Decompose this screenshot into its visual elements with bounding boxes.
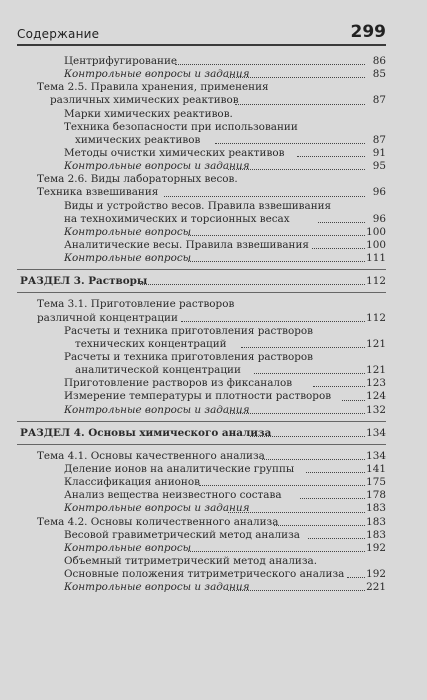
toc-entry-row: [0, 160, 427, 173]
toc-page-number: 183: [366, 515, 386, 528]
toc-page-number: 121: [366, 337, 386, 350]
toc-entry-text: Приготовление растворов из фиксаналов: [64, 377, 293, 390]
toc-entry-text: Контрольные вопросы и задания: [64, 160, 250, 173]
toc-entry-text: Аналитические весы. Правила взвешивания: [64, 238, 309, 251]
dot-leader: [308, 538, 365, 539]
toc-entry-text: Тема 2.5. Правила хранения, применения: [37, 81, 269, 94]
toc-entry-text: Контрольные вопросы: [64, 541, 192, 554]
toc-page-number: 87: [372, 94, 386, 107]
toc-page-number: 87: [372, 133, 386, 146]
toc-page-number: 100: [366, 238, 386, 251]
toc-entry-text: Виды и устройство весов. Правила взвешивания: [64, 199, 332, 212]
dot-leader: [274, 525, 365, 526]
toc-entry-row: [0, 390, 427, 403]
toc-entry-text: Контрольные вопросы и задания: [64, 502, 250, 515]
toc-entry-row: [0, 186, 427, 199]
toc-entry-row: [0, 364, 427, 377]
toc-page-number: 86: [372, 55, 386, 67]
dot-leader: [164, 196, 365, 197]
toc-entry-text: Весовой гравиметрический метод анализа: [64, 528, 300, 541]
toc-entry-row: [0, 581, 427, 594]
dot-leader: [254, 373, 365, 374]
dot-leader: [262, 459, 365, 460]
dot-leader: [250, 436, 365, 437]
toc-entry-row: [0, 338, 427, 351]
toc-entry-row: [0, 542, 427, 555]
toc-entry-row: [0, 529, 427, 542]
toc-entry-text: различных химических реактивов: [50, 94, 239, 107]
divider-rule: [17, 421, 386, 422]
toc-entry-text: различной концентрации: [37, 311, 178, 324]
toc-entry-row: [0, 252, 427, 265]
toc-entry-text: Тема 4.2. Основы количественного анализа: [37, 515, 279, 528]
toc-entry-row: [0, 121, 427, 134]
dot-leader: [188, 235, 365, 236]
toc-section-row: [0, 275, 427, 288]
toc-entry-text: аналитической концентрации: [75, 364, 241, 377]
toc-page-number: 91: [372, 146, 386, 159]
toc-entry-row: [0, 476, 427, 489]
toc-entry-row: [0, 239, 427, 252]
dot-leader: [188, 551, 365, 552]
divider-rule: [17, 269, 386, 270]
dot-leader: [215, 143, 365, 144]
toc-entry-text: Центрифугирование: [64, 55, 178, 67]
dot-leader: [228, 77, 365, 78]
toc-page-number: 121: [366, 364, 386, 377]
toc-entry-text: Расчеты и техника приготовления растворов: [64, 350, 313, 363]
dot-leader: [228, 590, 365, 591]
toc-entry-text: Техника безопасности при использовании: [64, 120, 298, 133]
toc-page-number: 192: [366, 541, 386, 554]
toc-page-number: 124: [366, 390, 386, 403]
toc-entry-row: [0, 81, 427, 94]
dot-leader: [199, 485, 365, 486]
toc-page-number: 100: [366, 225, 386, 238]
toc-entry-row: [0, 325, 427, 338]
table-of-contents: [0, 55, 427, 594]
toc-entry-row: [0, 568, 427, 581]
dot-leader: [300, 498, 365, 499]
toc-entry-row: [0, 147, 427, 160]
header-title: Содержание: [17, 27, 100, 41]
toc-entry-text: на технохимических и торсионных весах: [64, 212, 290, 225]
toc-entry-text: Деление ионов на аналитические группы: [64, 462, 295, 475]
dot-leader: [241, 347, 365, 348]
toc-entry-text: Тема 4.1. Основы качественного анализа: [37, 449, 265, 462]
toc-entry-text: Контрольные вопросы: [64, 252, 192, 265]
dot-leader: [235, 104, 365, 105]
divider-rule: [17, 292, 386, 293]
toc-entry-row: [0, 377, 427, 390]
section-divider: [0, 440, 427, 450]
toc-entry-row: [0, 489, 427, 502]
toc-page-number: 112: [366, 275, 386, 288]
page-number: 299: [350, 22, 386, 42]
dot-leader: [318, 222, 365, 223]
toc-entry-row: [0, 516, 427, 529]
dot-leader: [313, 386, 365, 387]
toc-entry-text: Контрольные вопросы и задания: [64, 68, 250, 81]
toc-page-number: 178: [366, 489, 386, 502]
toc-entry-row: [0, 173, 427, 186]
toc-entry-row: [0, 502, 427, 515]
toc-entry-text: Тема 2.6. Виды лабораторных весов.: [37, 173, 238, 186]
toc-page-number: 112: [366, 311, 386, 324]
dot-leader: [175, 64, 365, 65]
toc-page-number: 141: [366, 462, 386, 475]
dot-leader: [181, 321, 365, 322]
toc-entry-row: [0, 351, 427, 364]
toc-entry-row: [0, 108, 427, 121]
section-divider: [0, 288, 427, 298]
toc-entry-row: [0, 134, 427, 147]
toc-entry-row: [0, 450, 427, 463]
toc-entry-text: Классификация анионов: [64, 476, 200, 489]
toc-entry-text: Контрольные вопросы: [64, 225, 192, 238]
toc-page-number: 192: [366, 568, 386, 581]
toc-page-number: 183: [366, 528, 386, 541]
toc-entry-text: Анализ вещества неизвестного состава: [64, 489, 282, 502]
toc-entry-row: [0, 312, 427, 325]
toc-page-number: 123: [366, 377, 386, 390]
dot-leader: [306, 472, 365, 473]
dot-leader: [312, 248, 365, 249]
toc-page-number: 134: [366, 426, 386, 439]
running-header: [17, 22, 386, 46]
toc-page-number: 134: [366, 449, 386, 462]
toc-entry-text: РАЗДЕЛ 4. Основы химического анализа: [20, 426, 272, 439]
toc-page-number: 95: [372, 160, 386, 173]
dot-leader: [228, 512, 365, 513]
toc-page-number: 85: [372, 68, 386, 81]
toc-entry-row: [0, 226, 427, 239]
toc-entry-text: Основные положения титриметрического анализа: [64, 568, 345, 581]
toc-entry-text: Тема 3.1. Приготовление растворов: [37, 298, 235, 311]
dot-leader: [342, 400, 365, 401]
toc-entry-text: Техника взвешивания: [37, 186, 159, 199]
dot-leader: [297, 156, 365, 157]
dot-leader: [228, 169, 365, 170]
toc-page-number: 132: [366, 403, 386, 416]
toc-entry-row: [0, 298, 427, 311]
toc-entry-text: Марки химических реактивов.: [64, 107, 233, 120]
toc-page-number: 96: [372, 212, 386, 225]
toc-entry-text: Методы очистки химических реактивов: [64, 146, 285, 159]
toc-entry-row: [0, 200, 427, 213]
toc-entry-text: химических реактивов: [75, 133, 201, 146]
toc-entry-text: РАЗДЕЛ 3. Растворы: [20, 275, 148, 288]
toc-entry-row: [0, 404, 427, 417]
divider-rule: [17, 444, 386, 445]
toc-entry-text: Измерение температуры и плотности растворов: [64, 390, 332, 403]
toc-entry-text: Объемный титриметрический метод анализа.: [64, 554, 318, 567]
toc-page-number: 221: [366, 581, 386, 594]
dot-leader: [188, 261, 365, 262]
section-divider: [0, 265, 427, 275]
toc-entry-row: [0, 68, 427, 81]
dot-leader: [228, 413, 365, 414]
toc-page-number: 183: [366, 502, 386, 515]
toc-entry-row: [0, 463, 427, 476]
toc-page-number: 96: [372, 186, 386, 199]
toc-entry-row: [0, 213, 427, 226]
toc-entry-text: Контрольные вопросы и задания: [64, 581, 250, 594]
toc-section-row: [0, 427, 427, 440]
toc-entry-row: [0, 555, 427, 568]
dot-leader: [140, 284, 365, 285]
toc-entry-text: технических концентраций: [75, 337, 227, 350]
toc-page-number: 111: [366, 252, 386, 265]
toc-page-number: 175: [366, 476, 386, 489]
toc-entry-row: [0, 55, 427, 68]
toc-entry-text: Расчеты и техника приготовления растворов: [64, 324, 313, 337]
toc-entry-row: [0, 94, 427, 107]
toc-entry-text: Контрольные вопросы и задания: [64, 403, 250, 416]
section-divider: [0, 417, 427, 427]
dot-leader: [347, 577, 365, 578]
